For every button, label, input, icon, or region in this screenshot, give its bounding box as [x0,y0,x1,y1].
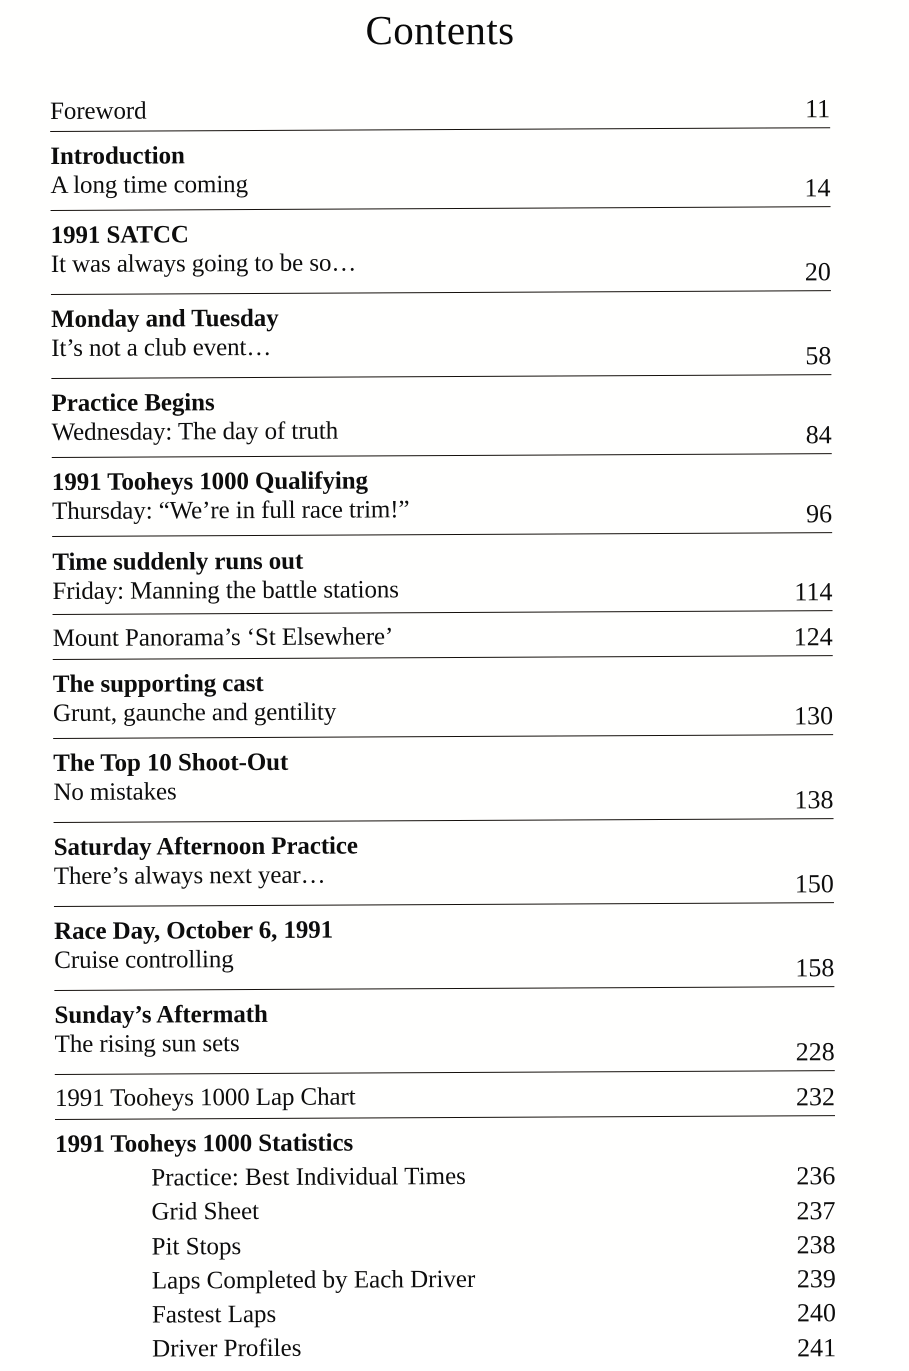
toc-entry-text [51,302,731,364]
toc-entry-page-number: 158 [795,953,835,983]
statistics-list-item[interactable] [56,1227,836,1265]
statistics-section [55,1116,836,1370]
toc-entry-text [50,139,730,201]
toc-entry-text [50,94,730,127]
toc-entry-text [51,386,731,448]
statistics-item-page-number: 236 [796,1161,836,1191]
statistics-list-item[interactable] [56,1329,836,1367]
statistics-item-page-number: 241 [797,1332,837,1362]
toc-entry-subtitle: Thursday: “We’re in full race trim!” [51,496,410,525]
toc-entry-text [54,914,734,976]
page-title: Contents [365,7,515,53]
toc-entry-text [54,998,734,1060]
toc-entry-subtitle: No mistakes [53,778,177,806]
toc-entry[interactable] [51,291,831,379]
statistics-item-label: Driver Profiles [152,1335,302,1363]
toc-entry-subtitle: 1991 Tooheys 1000 Lap Chart [54,1083,356,1112]
statistics-item-page-number: 240 [796,1298,837,1328]
toc-entry-subtitle: Wednesday: The day of truth [51,417,339,446]
toc-entry-heading: The supporting cast [52,669,264,698]
table-of-contents [50,91,836,1370]
toc-entry-subtitle: Mount Panorama’s ‘St Elsewhere’ [52,623,394,652]
toc-entry[interactable] [53,611,833,660]
statistics-heading: 1991 Tooheys 1000 Statistics [55,1129,354,1158]
toc-entry-heading: Practice Begins [51,389,215,417]
toc-entry-page-number: 150 [794,869,834,899]
toc-entry-heading: 1991 SATCC [50,221,189,249]
statistics-item-page-number: 239 [796,1264,836,1294]
toc-entry-subtitle: Friday: Manning the battle stations [52,576,399,605]
toc-entry[interactable] [54,819,834,907]
statistics-item-page-number: 238 [796,1229,836,1260]
toc-entry-heading: The Top 10 Shoot-Out [53,748,289,777]
toc-entry-text [54,830,734,892]
statistics-item-label: Practice: Best Individual Times [151,1162,466,1192]
toc-entry-text [53,621,733,654]
toc-entry-heading: Sunday’s Aftermath [54,1000,268,1029]
statistics-list-item[interactable] [55,1192,835,1230]
statistics-item-label: Fastest Laps [151,1300,277,1329]
statistics-list-item[interactable] [56,1261,836,1299]
toc-entry-page-number: 96 [805,499,833,529]
toc-entry-subtitle: Foreword [50,97,147,125]
toc-entry[interactable] [51,207,831,295]
statistics-item-label: Grid Sheet [151,1198,260,1226]
toc-entry-text [53,746,733,808]
toc-entry[interactable] [53,656,833,739]
toc-entry-page-number: 130 [793,701,834,731]
toc-entry-heading: Introduction [50,142,185,170]
toc-entry-page-number: 14 [804,173,831,203]
toc-entry-heading: Time suddenly runs out [52,547,304,576]
toc-entry[interactable] [50,91,830,132]
statistics-list-item[interactable] [56,1295,836,1333]
statistics-item-label: Laps Completed by Each Driver [151,1265,476,1295]
toc-entry-text [52,545,732,607]
statistics-item-label: Pit Stops [151,1232,242,1261]
toc-entry-subtitle: Cruise controlling [54,946,234,974]
statistics-list [55,1158,836,1367]
toc-entry-text [53,667,733,729]
toc-entry-subtitle: A long time coming [50,171,249,199]
toc-entry-page-number: 58 [805,341,832,371]
toc-entry-page-number: 138 [794,785,834,815]
statistics-item-page-number: 237 [796,1195,836,1225]
toc-entry-page-number: 114 [794,577,833,607]
toc-entry-subtitle: Grunt, gaunche and gentility [52,698,337,727]
toc-entry-text [52,465,732,527]
toc-entry[interactable] [52,533,832,615]
toc-entry[interactable] [53,735,833,823]
toc-entry-text [51,218,731,280]
toc-entry-page-number: 228 [795,1037,835,1067]
toc-entry-heading: Monday and Tuesday [51,304,279,333]
toc-entry[interactable] [51,375,831,458]
toc-entry[interactable] [54,903,834,991]
toc-entry-subtitle: There’s always next year… [53,861,326,890]
toc-entry-subtitle: It was always going to be so… [50,249,357,278]
toc-entry-page-number: 232 [795,1082,835,1112]
toc-entry-subtitle: It’s not a club event… [51,333,272,362]
toc-entry[interactable] [54,987,834,1075]
toc-entry-page-number: 84 [805,420,832,450]
toc-entry[interactable] [55,1071,835,1120]
statistics-list-item[interactable] [55,1158,835,1196]
toc-entry-page-number: 20 [804,257,831,287]
toc-entry-page-number: 124 [793,622,833,652]
toc-entry[interactable] [52,454,832,537]
toc-entry-heading: 1991 Tooheys 1000 Qualifying [51,467,368,496]
toc-entry-subtitle: The rising sun sets [54,1030,240,1058]
toc-entry-heading: Race Day, October 6, 1991 [54,916,334,945]
toc-entry-heading: Saturday Afternoon Practice [53,832,358,861]
toc-entry-text [55,1081,735,1114]
toc-entry[interactable] [50,128,830,211]
toc-entry-page-number: 11 [804,94,831,124]
